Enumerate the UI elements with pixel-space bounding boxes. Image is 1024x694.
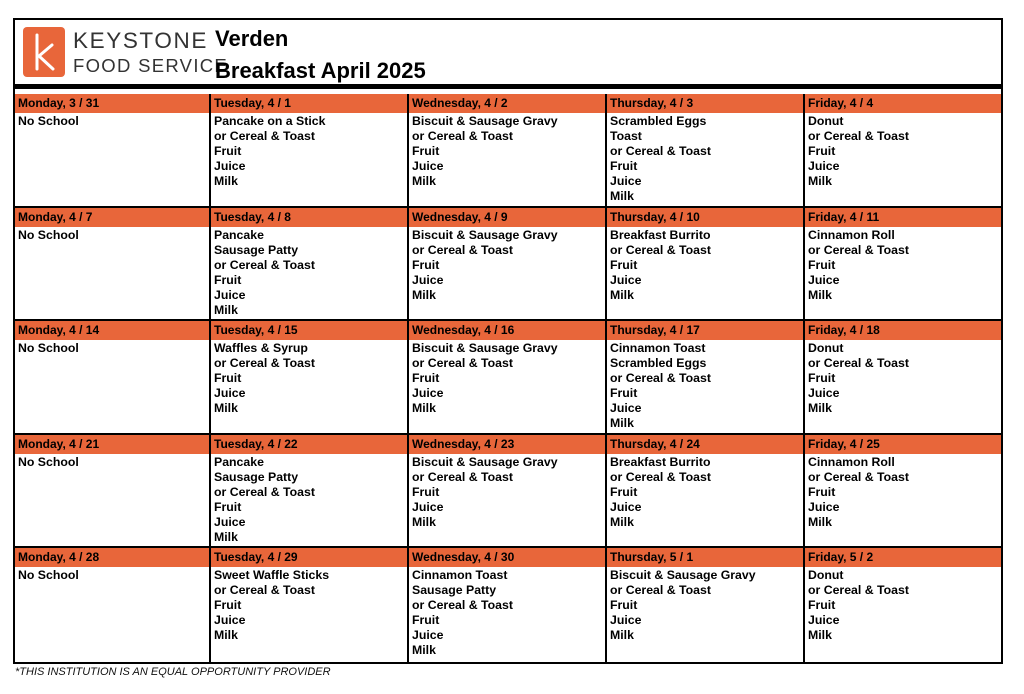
menu-item: or Cereal & Toast [808, 469, 909, 484]
menu-item: Fruit [214, 371, 242, 386]
day-header: Tuesday, 4 / 8 [211, 208, 407, 227]
day-header: Friday, 5 / 2 [805, 548, 1001, 567]
menu-item: Juice [412, 628, 444, 643]
menu-item: Toast [610, 129, 642, 143]
menu-item: or Cereal & Toast [412, 469, 513, 484]
menu-item: Milk [214, 174, 238, 188]
menu-item: or Cereal & Toast [214, 583, 315, 598]
menu-item: or Cereal & Toast [214, 129, 315, 143]
location-title: Verden [215, 26, 289, 51]
menu-item: Juice [412, 386, 444, 401]
day-cell [607, 435, 805, 549]
day-cell [805, 548, 1001, 662]
menu-item: or Cereal & Toast [610, 144, 711, 158]
menu-item: Juice [808, 499, 840, 514]
menu-item: Sausage Patty [412, 583, 497, 598]
menu-item: Fruit [412, 257, 440, 272]
menu-item: Fruit [610, 598, 638, 613]
menu-item: Breakfast Burrito [610, 454, 711, 469]
menu-item-list [15, 227, 209, 243]
day-header: Monday, 3 / 31 [15, 94, 209, 113]
menu-item: Milk [214, 302, 238, 317]
menu-item: Juice [412, 272, 444, 287]
menu-item: Breakfast Burrito [610, 227, 711, 242]
day-header: Thursday, 4 / 17 [607, 321, 803, 340]
menu-item: Milk [808, 401, 832, 416]
day-cell [211, 548, 409, 662]
day-cell [607, 94, 805, 208]
menu-item-list [15, 454, 209, 470]
menu-item: or Cereal & Toast [412, 598, 513, 613]
menu-item: Fruit [214, 272, 242, 287]
day-header: Wednesday, 4 / 30 [409, 548, 605, 567]
menu-item: Sweet Waffle Sticks [214, 568, 330, 583]
day-cell [409, 321, 607, 435]
menu-item-list [211, 227, 407, 318]
day-header: Thursday, 4 / 24 [607, 435, 803, 454]
menu-item: Fruit [412, 613, 440, 628]
menu-item: Fruit [214, 598, 242, 613]
menu-item: Juice [214, 613, 246, 628]
menu-item: Sausage Patty [214, 242, 299, 257]
menu-item: or Cereal & Toast [808, 242, 909, 257]
menu-item: Milk [610, 287, 634, 302]
equal-opportunity-footer: *THIS INSTITUTION IS AN EQUAL OPPORTUNITY PROVIDER [15, 666, 331, 678]
menu-item: Juice [214, 287, 246, 302]
menu-item: Milk [808, 628, 832, 643]
menu-item: Milk [412, 643, 436, 658]
menu-item: or Cereal & Toast [610, 583, 711, 598]
menu-item: No School [18, 454, 79, 469]
menu-item: Milk [412, 174, 436, 188]
menu-item-list [409, 227, 605, 303]
menu-item-list [805, 113, 1001, 189]
menu-item-list [607, 454, 803, 530]
menu-item-list [409, 454, 605, 530]
logo-wordmark-line1: KEYSTONE [73, 28, 208, 53]
day-header: Wednesday, 4 / 16 [409, 321, 605, 340]
day-header: Tuesday, 4 / 29 [211, 548, 407, 567]
day-header: Friday, 4 / 25 [805, 435, 1001, 454]
menu-item-list [15, 340, 209, 356]
menu-item: or Cereal & Toast [214, 356, 315, 371]
menu-item-list [805, 454, 1001, 530]
menu-item-list [15, 113, 209, 129]
menu-item-list [409, 340, 605, 416]
day-header: Friday, 4 / 18 [805, 321, 1001, 340]
day-cell [607, 321, 805, 435]
menu-item: No School [18, 568, 79, 583]
menu-item: Juice [808, 386, 840, 401]
day-cell [15, 435, 211, 549]
menu-item: Scrambled Eggs [610, 114, 707, 128]
menu-item: Juice [610, 174, 642, 188]
menu-item: Pancake on a Stick [214, 114, 326, 128]
day-header: Thursday, 4 / 3 [607, 94, 803, 113]
menu-item: Fruit [808, 484, 836, 499]
menu-item: Milk [610, 416, 634, 431]
menu-item: Fruit [214, 499, 242, 514]
menu-item: Biscuit & Sausage Gravy [412, 227, 558, 242]
day-cell [211, 208, 409, 322]
menu-item: Juice [610, 613, 642, 628]
day-header: Wednesday, 4 / 2 [409, 94, 605, 113]
menu-item: Fruit [610, 484, 638, 499]
day-header: Monday, 4 / 21 [15, 435, 209, 454]
menu-item-list [409, 113, 605, 189]
menu-item: Fruit [412, 144, 440, 158]
menu-item: or Cereal & Toast [412, 356, 513, 371]
menu-item: Waffles & Syrup [214, 341, 308, 356]
menu-item-list [805, 340, 1001, 416]
menu-item: Juice [214, 159, 246, 173]
menu-item: Cinnamon Roll [808, 227, 895, 242]
day-header: Monday, 4 / 28 [15, 548, 209, 567]
day-header: Tuesday, 4 / 15 [211, 321, 407, 340]
day-header: Wednesday, 4 / 9 [409, 208, 605, 227]
menu-item: Milk [610, 514, 634, 529]
menu-item: Scrambled Eggs [610, 356, 707, 371]
menu-item: Juice [214, 514, 246, 529]
menu-item: Biscuit & Sausage Gravy [412, 114, 558, 128]
day-cell [15, 321, 211, 435]
menu-item: Fruit [412, 371, 440, 386]
menu-item: Juice [412, 159, 444, 173]
menu-item: Sausage Patty [214, 469, 299, 484]
menu-item-list [211, 340, 407, 416]
day-header: Monday, 4 / 14 [15, 321, 209, 340]
menu-item: Juice [610, 499, 642, 514]
menu-item: or Cereal & Toast [808, 129, 909, 143]
day-header: Monday, 4 / 7 [15, 208, 209, 227]
menu-item-list [211, 113, 407, 189]
menu-item: Fruit [808, 371, 836, 386]
day-cell [409, 548, 607, 662]
menu-item: Juice [610, 401, 642, 416]
menu-frame [13, 18, 1003, 664]
menu-item-list [607, 340, 803, 431]
menu-item: Milk [214, 628, 238, 643]
keystone-logo [23, 27, 229, 77]
menu-item: or Cereal & Toast [808, 356, 909, 371]
day-header: Wednesday, 4 / 23 [409, 435, 605, 454]
menu-item: Juice [808, 159, 840, 173]
menu-title: Breakfast April 2025 [215, 58, 426, 83]
menu-item: Milk [214, 401, 238, 416]
menu-item: Milk [808, 514, 832, 529]
day-header: Tuesday, 4 / 22 [211, 435, 407, 454]
day-cell [15, 208, 211, 322]
menu-item-list [409, 567, 605, 658]
day-cell [211, 321, 409, 435]
menu-item: or Cereal & Toast [214, 257, 315, 272]
menu-item: Juice [808, 613, 840, 628]
menu-item: Fruit [610, 257, 638, 272]
menu-item: or Cereal & Toast [610, 371, 711, 386]
day-header: Thursday, 5 / 1 [607, 548, 803, 567]
day-header: Thursday, 4 / 10 [607, 208, 803, 227]
menu-item: Donut [808, 568, 844, 583]
day-cell [15, 548, 211, 662]
day-cell [211, 94, 409, 208]
day-cell [805, 435, 1001, 549]
menu-item: Milk [214, 529, 238, 544]
day-header: Friday, 4 / 11 [805, 208, 1001, 227]
menu-item: Milk [610, 628, 634, 643]
menu-item: or Cereal & Toast [412, 129, 513, 143]
menu-item: Donut [808, 341, 844, 356]
menu-item: No School [18, 341, 79, 356]
menu-item: Pancake [214, 227, 264, 242]
menu-item: Fruit [610, 386, 638, 401]
day-cell [211, 435, 409, 549]
menu-item: Cinnamon Roll [808, 454, 895, 469]
menu-item: Fruit [808, 257, 836, 272]
day-header: Friday, 4 / 4 [805, 94, 1001, 113]
menu-item: Milk [412, 401, 436, 416]
menu-item: Juice [808, 272, 840, 287]
menu-item-list [805, 227, 1001, 303]
menu-item: Cinnamon Toast [610, 341, 706, 356]
k-logo-icon [23, 27, 65, 77]
menu-item: Biscuit & Sausage Gravy [412, 341, 558, 356]
menu-item: No School [18, 114, 79, 128]
day-cell [607, 548, 805, 662]
menu-item-list [211, 567, 407, 643]
menu-item: Fruit [610, 159, 638, 173]
menu-item: Fruit [412, 484, 440, 499]
menu-item-list [805, 567, 1001, 643]
menu-header [15, 20, 1001, 89]
menu-item: Biscuit & Sausage Gravy [610, 568, 756, 583]
day-cell [409, 94, 607, 208]
day-cell [607, 208, 805, 322]
menu-item-list [607, 227, 803, 303]
menu-item: Fruit [808, 598, 836, 613]
menu-item: or Cereal & Toast [808, 583, 909, 598]
menu-item: Donut [808, 114, 844, 128]
day-cell [15, 94, 211, 208]
menu-item-list [607, 567, 803, 643]
menu-item: Milk [412, 287, 436, 302]
menu-item: No School [18, 227, 79, 242]
menu-item: or Cereal & Toast [610, 469, 711, 484]
day-cell [409, 208, 607, 322]
day-cell [805, 94, 1001, 208]
menu-item: Fruit [808, 144, 836, 158]
menu-item: Cinnamon Toast [412, 568, 508, 583]
menu-item: Fruit [214, 144, 242, 158]
menu-item: or Cereal & Toast [412, 242, 513, 257]
day-cell [805, 321, 1001, 435]
menu-item: Juice [412, 499, 444, 514]
menu-item-list [211, 454, 407, 545]
menu-item: Juice [610, 272, 642, 287]
day-cell [805, 208, 1001, 322]
day-header: Tuesday, 4 / 1 [211, 94, 407, 113]
menu-calendar-grid [15, 94, 1001, 662]
menu-item: Milk [412, 514, 436, 529]
logo-wordmark-line2: FOOD SERVICE [73, 55, 229, 76]
menu-item: Milk [808, 174, 832, 188]
menu-item: Biscuit & Sausage Gravy [412, 454, 558, 469]
menu-item: or Cereal & Toast [610, 242, 711, 257]
menu-item: or Cereal & Toast [214, 484, 315, 499]
menu-item-list [607, 113, 803, 204]
menu-item: Pancake [214, 454, 264, 469]
menu-item: Juice [214, 386, 246, 401]
menu-item: Milk [808, 287, 832, 302]
day-cell [409, 435, 607, 549]
menu-item-list [15, 567, 209, 583]
menu-item: Milk [610, 189, 634, 203]
